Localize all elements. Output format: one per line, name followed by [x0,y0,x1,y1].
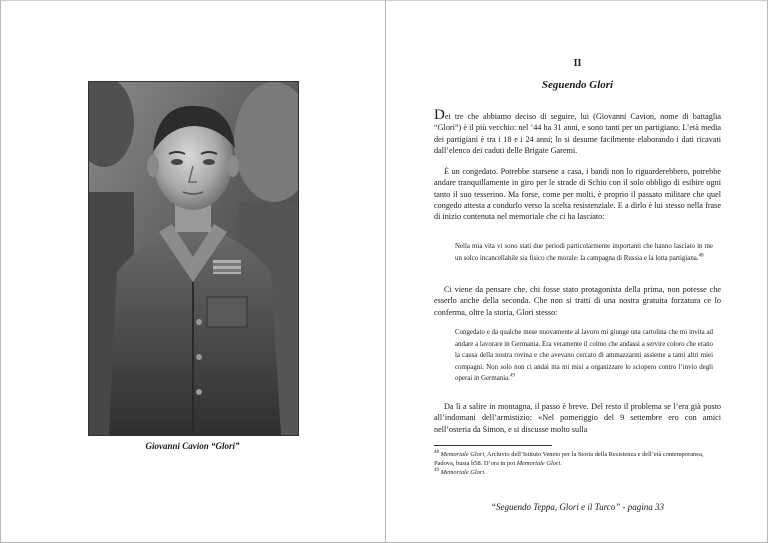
block-quote-2-text: Congedato e da qualche mese nuovamente al lavoro mi giunge una cartolina che mi invita ad andare a lavorare in Germania. Era veramente il colmo che andassi a servire coloro che erano la causa della nostra rovina e che avevano cercato di ammazzarmi assieme a tanti altri miei compagni. Non solo non ci andai ma mi misi a organizzare lo sciopero contro l’invio degli operai in Germania. [455,329,713,383]
block-quote-2 [455,327,713,385]
footnotes [434,450,724,478]
paragraph-2: È un congedato. Potrebbe starsene a casa, i bandi non lo riguarderebbero, potrebbe andare tranquillamente in giro per le strade di Schio con il solo obbligo di esibire ogni tanto il suo tesserino. Ma forse, come per molti, è proprio il passato militare che quel congedo attesta a condurlo verso la scelta resistenziale. E a dirlo è lui stesso nella frase di inizio contenuta nel memoriale che ci ha lasciato: [434,167,721,222]
paragraph-3: Ci viene da pensare che, chi fosse stato protagonista della prima, non potesse che esserlo anche della seconda. Che non si tratti di una nostra gratuita forzatura ce lo conferma, oltre la storia, Glori stesso: [434,285,721,317]
footnote-text: . [560,460,562,468]
portrait-photo [88,81,299,436]
footnote-number: 48 [434,449,439,455]
paragraph-4: Da lì a salire in montagna, il passo è breve. Del resto il problema se l’era già posto all’indomani dell’armistizio: «Nel pomeriggio del 9 settembre ero con amici nell’osteria da Simon, e si discusse molto sulla [434,402,721,434]
photo-caption: Giovanni Cavion “Glori” [145,441,240,451]
footnote-49 [434,468,724,477]
footnote-ref-48[interactable]: 48 [698,253,704,259]
paragraph-1-text: ei tre che abbiamo deciso di seguire, lui (Giovanni Cavion, nome di battaglia “Glori”) è il più vecchio: nel ’44 ha 31 anni, e sono tanti per un partigiano. L’età media dei partigiani è tra i 18 e i 24 anni; lo si desume facilmente elaborando i dati ricavati dall’elenco dei caduti delle Brigate Garemi. [434,112,721,155]
footnote-title: Memoriale Glori [516,460,561,468]
footnote-text: . [484,469,486,477]
block-quote-1-text: Nella mia vita vi sono stati due periodi particolarmente importanti che hanno lasciato in me un solco incancellabile sia fisico che morale: la campagna di Russia e la lotta partigiana. [455,243,713,262]
footnote-text: , Archivio dell’Istituto Veneto per la Storia della Resistenza e dell’età contemporanea, Padova, busta b58. D’ora in poi [434,451,704,468]
footnote-48 [434,450,724,468]
right-page [385,0,768,543]
chapter-number: II [573,58,582,69]
drop-cap: D [434,107,445,123]
footnote-number: 49 [434,468,439,474]
running-footer: “Seguendo Teppa, Glori e il Turco” - pagina 33 [490,502,665,512]
paragraph-1 [434,107,721,156]
footnote-divider [434,445,552,446]
footnote-ref-49[interactable]: 49 [509,374,515,380]
block-quote-1 [455,241,713,264]
chapter-title: Seguendo Glori [541,79,614,91]
footnote-title: Memoriale Glori [440,469,485,477]
footnote-title: Memoriale Glori [440,451,485,458]
